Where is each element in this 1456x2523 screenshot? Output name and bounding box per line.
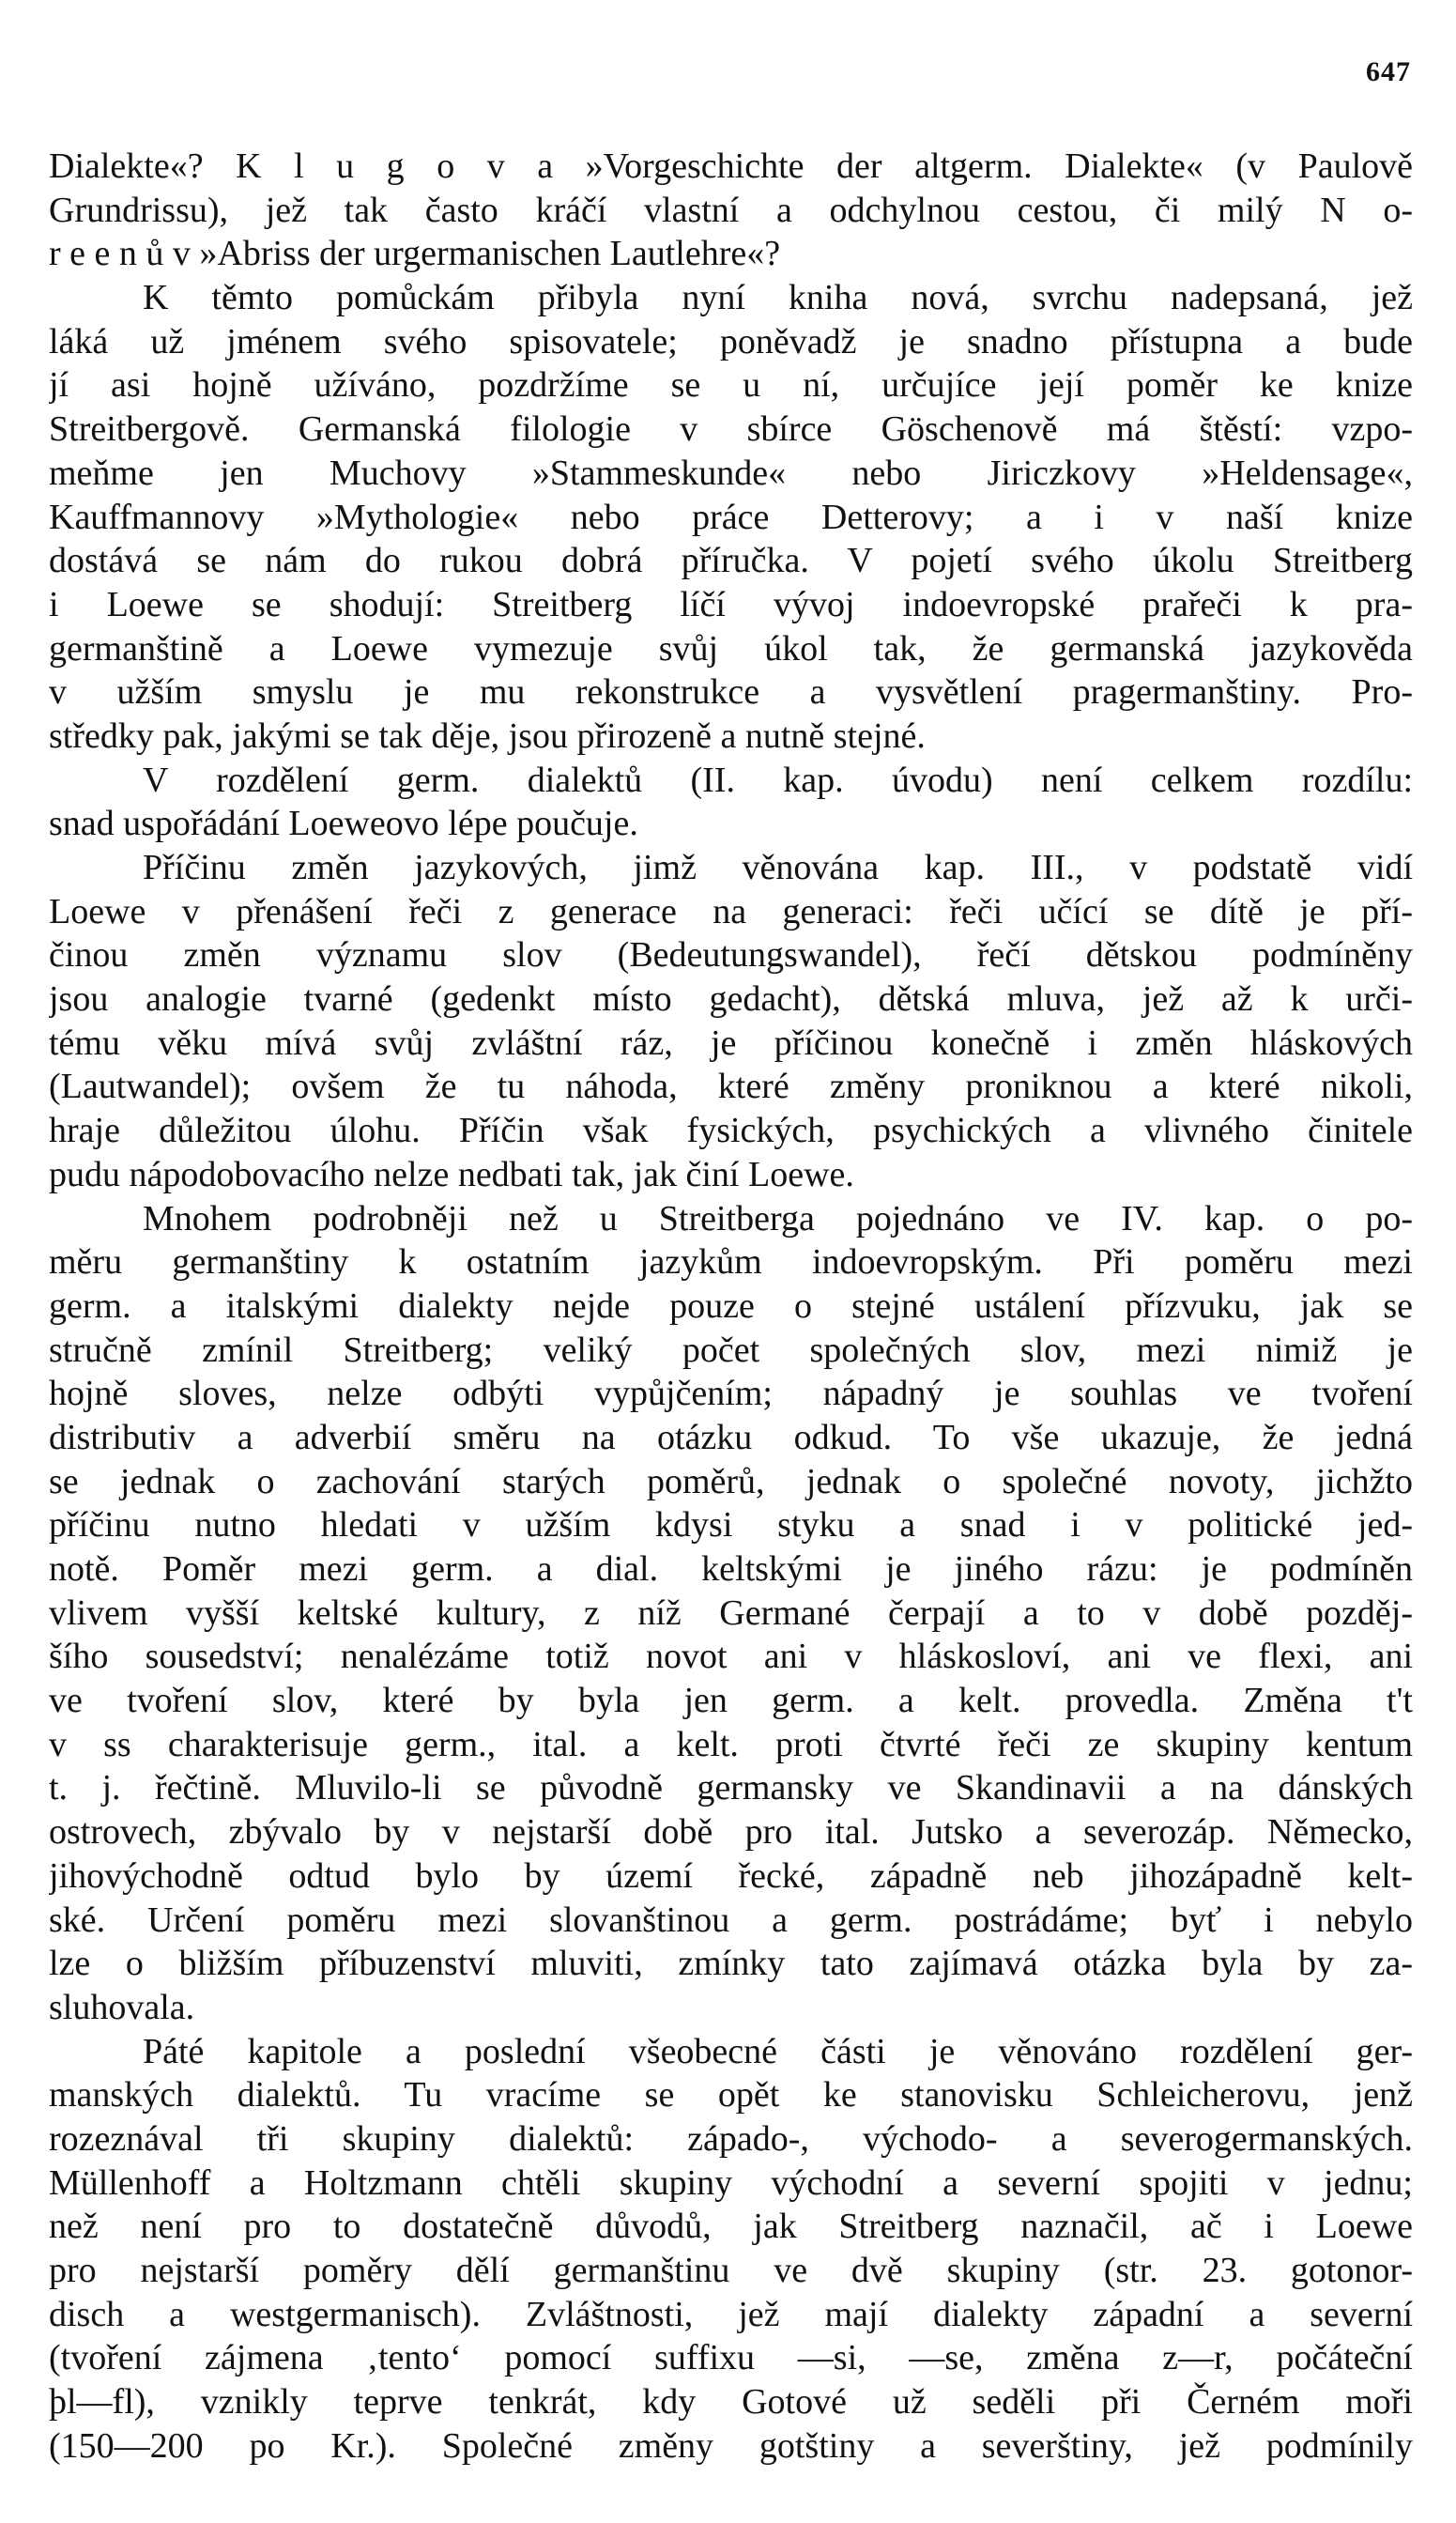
text-line: sluhovala.	[49, 1987, 195, 2027]
text-line: (Lautwandel); ovšem že tu náhoda, které změny proniknou a které nikoli,	[49, 1067, 1413, 1107]
text-line: Kauffmannovy »Mythologie« nebo práce Detterovy; a i v naší knize	[49, 497, 1413, 537]
text-line: disch a westgermanisch). Zvláštnosti, jež mají dialekty západní a severní	[49, 2294, 1413, 2334]
text-line: láká už jménem svého spisovatele; poněvadž je snadno přístupna a bude	[49, 321, 1413, 362]
text-line: šího sousedství; nenalézáme totiž novot ani v hláskosloví, ani ve flexi, ani	[49, 1637, 1413, 1677]
text-line: příčinu nutno hledati v užším kdysi styku a snad i v politické jed-	[49, 1505, 1413, 1546]
text-line: ské. Určení poměru mezi slovanštinou a germ. postrádáme; byť i nebylo	[49, 1900, 1413, 1940]
text-line: ostrovech, zbývalo by v nejstarší době pro ital. Jutsko a severozáp. Německo,	[49, 1812, 1413, 1853]
text-line: lze o bližším příbuzenství mluviti, zmínky tato zajímavá otázka byla by za-	[49, 1944, 1413, 1984]
text-line: Příčinu změn jazykových, jimž věnována kap. III., v podstatě vidí	[143, 848, 1413, 887]
text-line: germ. a italskými dialekty nejde pouze o stejné ustálení přízvuku, jak se	[49, 1285, 1413, 1326]
text-line: než není pro to dostatečně důvodů, jak Streitberg naznačil, ač i Loewe	[49, 2207, 1413, 2247]
text-line: distributiv a adverbií směru na otázku odkud. To vše ukazuje, že jedná	[49, 1417, 1413, 1457]
text-line: hojně sloves, nelze odbýti vypůjčením; nápadný je souhlas ve tvoření	[49, 1374, 1413, 1414]
text-line: vlivem vyšší keltské kultury, z níž Germané čerpají a to v době pozděj-	[49, 1592, 1413, 1633]
text-line: dostává se nám do rukou dobrá příručka. V pojetí svého úkolu Streitberg	[49, 541, 1413, 581]
text-line: pro nejstarší poměry dělí germanštinu ve dvě skupiny (str. 23. gotonor-	[49, 2251, 1413, 2290]
text-line: měru germanštiny k ostatním jazykům indoevropským. Při poměru mezi	[49, 1242, 1413, 1283]
text-line: i Loewe se shodují: Streitberg líčí vývoj indoevropské prařeči k pra-	[49, 584, 1413, 624]
text-line: jihovýchodně odtud bylo by území řecké, západně neb jihozápadně kelt-	[49, 1855, 1413, 1896]
text-line: stručně zmínil Streitberg; veliký počet společných slov, mezi nimiž je	[49, 1330, 1413, 1370]
text-line: pudu nápodobovacího nelze nedbati tak, jak činí Loewe.	[49, 1154, 854, 1194]
text-line: (tvoření zájmena ‚tento‘ pomocí suffixu —si, —se, změna z—r, počáteční	[49, 2338, 1413, 2378]
text-line: v ss charakterisuje germ., ital. a kelt. proti čtvrté řeči ze skupiny kentum	[49, 1724, 1413, 1764]
text-line: snad uspořádání Loeweovo lépe poučuje.	[49, 804, 638, 844]
text-line: Loewe v přenášení řeči z generace na generaci: řeči učící se dítě je pří-	[49, 891, 1413, 931]
page-number: 647	[1366, 56, 1411, 87]
text-line: činou změn významu slov (Bedeutungswandel), řečí dětskou podmíněny	[49, 935, 1413, 976]
article-text	[49, 145, 1413, 2468]
text-line: t. j. řečtině. Mluvilo-li se původně germansky ve Skandinavii a na dánských	[49, 1768, 1413, 1808]
text-line: Müllenhoff a Holtzmann chtěli skupiny východní a severní spojiti v jednu;	[49, 2162, 1413, 2203]
text-line: v užším smyslu je mu rekonstrukce a vysvětlení pragermanštiny. Pro-	[49, 672, 1413, 713]
text-line: Mnohem podrobněji než u Streitberga pojednáno ve IV. kap. o po-	[143, 1198, 1413, 1238]
text-line: Streitbergově. Germanská filologie v sbírce Göschenově má štěstí: vzpo-	[49, 409, 1413, 450]
text-line: Grundrissu), jež tak často kráčí vlastní a odchylnou cestou, či milý N o-	[49, 190, 1413, 230]
text-line: germanštině a Loewe vymezuje svůj úkol tak, že germanská jazykověda	[49, 628, 1413, 669]
text-line: tému věku mívá svůj zvláštní ráz, je příčinou konečně i změn hláskových	[49, 1023, 1413, 1063]
text-line: ve tvoření slov, které by byla jen germ. a kelt. provedla. Změna t't	[49, 1681, 1413, 1721]
text-line: jsou analogie tvarné (gedenkt místo gedacht), dětská mluva, jež až k urči-	[49, 979, 1413, 1020]
text-line: notě. Poměr mezi germ. a dial. keltskými je jiného rázu: je podmíněn	[49, 1549, 1413, 1589]
text-line: rozeznával tři skupiny dialektů: západo-, východo- a severogermanských.	[49, 2118, 1413, 2159]
text-line: Dialekte«? K l u g o v a »Vorgeschichte der altgerm. Dialekte« (v Paulově	[49, 146, 1413, 186]
text-line: meňme jen Muchovy »Stammeskunde« nebo Jiriczkovy »Heldensage«,	[49, 453, 1413, 493]
text-line: středky pak, jakými se tak děje, jsou přirozeně a nutně stejné.	[49, 715, 926, 756]
text-line: V rozdělení germ. dialektů (II. kap. úvodu) není celkem rozdílu:	[143, 760, 1413, 800]
text-line: (150—200 po Kr.). Společné změny gotštiny a severštiny, jež podmínily	[49, 2425, 1413, 2466]
text-line: jí asi hojně užíváno, pozdržíme se u ní, určujíce její poměr ke knize	[49, 365, 1413, 406]
text-line: se jednak o zachování starých poměrů, jednak o společné novoty, jichžto	[49, 1461, 1413, 1501]
text-line: manských dialektů. Tu vracíme se opět ke stanovisku Schleicherovu, jenž	[49, 2075, 1413, 2115]
text-line: Páté kapitole a poslední všeobecné části je věnováno rozdělení ger-	[143, 2031, 1413, 2071]
text-line: K těmto pomůckám přibyla nyní kniha nová, svrchu nadepsaná, jež	[143, 278, 1413, 318]
text-line: r e e n ů v »Abriss der urgermanischen Lautlehre«?	[49, 234, 781, 274]
text-line: hraje důležitou úlohu. Příčin však fysických, psychických a vlivného činitele	[49, 1111, 1413, 1151]
text-line: þl—fl), vznikly teprve tenkrát, kdy Gotové už seděli při Černém moři	[49, 2382, 1413, 2423]
